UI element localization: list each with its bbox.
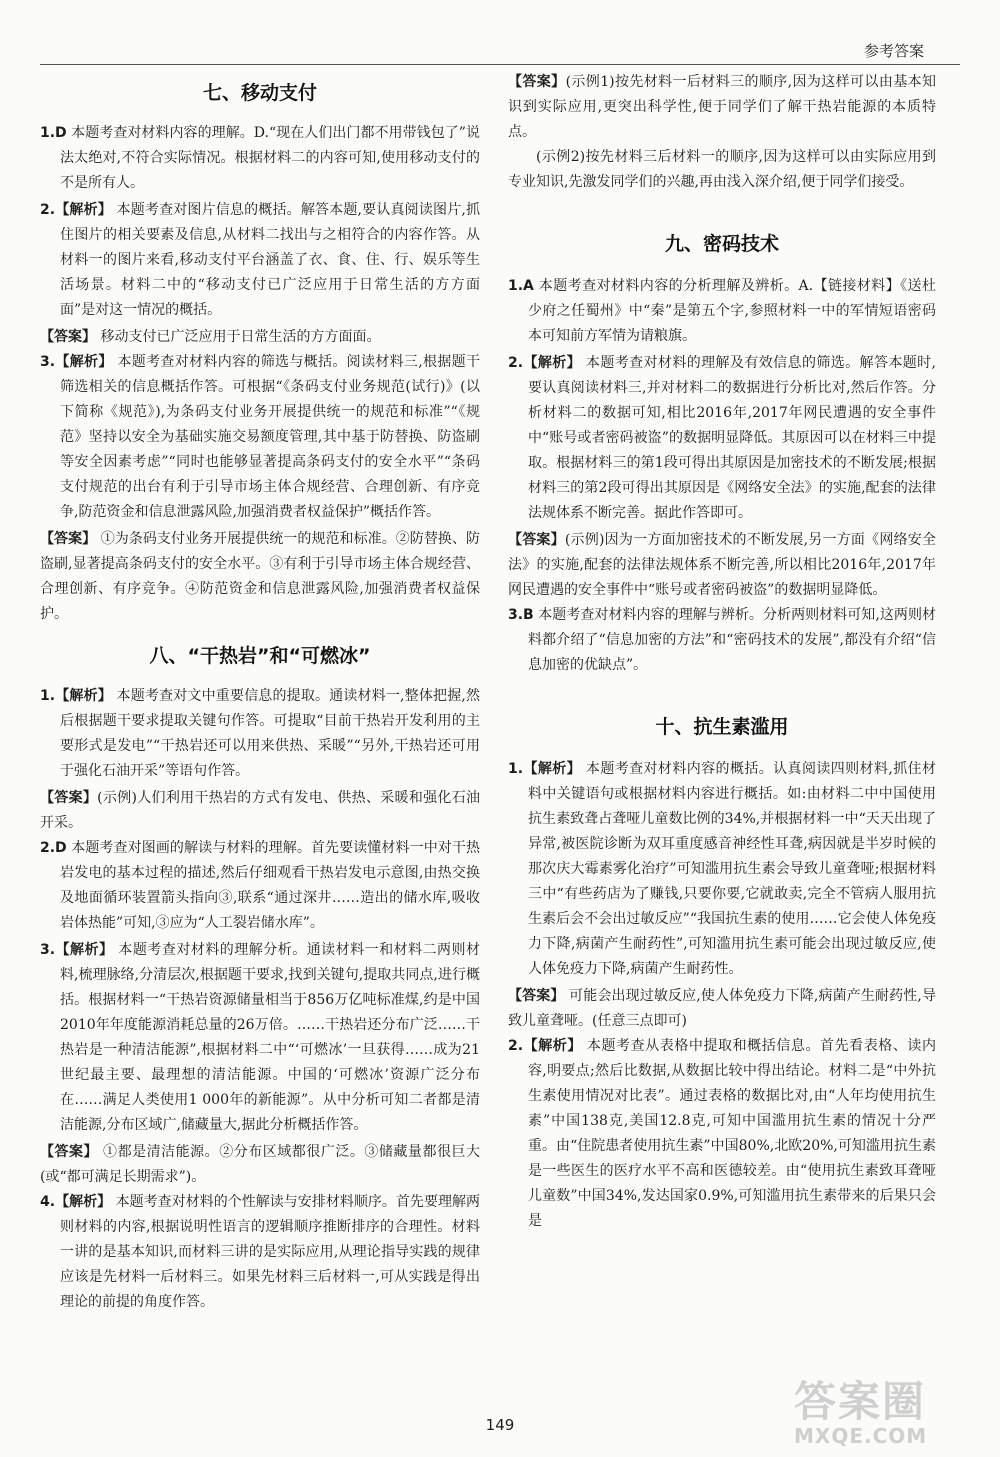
answer-text: ①为条码支付业务开展提供统一的规范和标准。②防替换、防盗刷,显著提高条码支付的安全水平。③有利于引导市场主体合规经营、合理创新、有序竞争。④防范资金和信息泄露风险,加强消费者权益保护。: [40, 531, 480, 622]
answer-item: [508, 1034, 936, 1234]
answer-line: [40, 786, 480, 836]
item-number: 1.: [508, 761, 524, 777]
watermark-main: 答案圈: [794, 1377, 927, 1426]
header-rule: [40, 64, 960, 65]
answer-item: [508, 351, 936, 526]
answer-line: [40, 527, 480, 627]
answer-item: [40, 1190, 480, 1315]
answer-item: [40, 121, 480, 196]
item-text: 本题考查从表格中提取和概括信息。首先看表格、读内容,明要点;然后比数据,从数据比较中得出结论。材料二是“中外抗生素使用情况对比表”。通过表格的数据比对,由“人年均使用抗生素”中国138克,美国12.8克,可知中国滥用抗生素的情况十分严重。由“住院患者使用抗生素”中国80%,北欧20%,可知滥用抗生素是一些医生的医疗水平不高和医德较差。由“使用抗生素致耳聋哑儿童数”中国34%,发达国家0.9%,可知滥用抗生素带来的后果只会是: [528, 1038, 936, 1229]
answer-item: [508, 603, 936, 678]
item-number: 2.: [508, 355, 524, 371]
item-text: 本题考查对材料的理解分析。通读材料一和材料二两则材料,梳理脉络,分清层次,根据题干要求,找到关键句,提取共同点,进行概括。根据材料一“干热岩资源储量相当于856万亿吨标准煤,约是中国2010年年度能源消耗总量的26万倍。……干热岩还分布广泛……干热岩是一种清洁能源”,根据材料二中“‘可燃冰’一旦获得……成为21世纪最主要、最理想的清洁能源。中国的‘可燃冰’资源广泛分布在……满足人类使用1 000年的新能源”。从中分析可知二者都是清洁能源,分布区域广,储藏量大,据此分析概括作答。: [60, 942, 481, 1133]
item-number: 4.: [40, 1194, 56, 1210]
answer-line: [508, 70, 936, 145]
section-title-9: 九、密码技术: [664, 233, 779, 255]
answer-tag: 【答案】: [40, 531, 97, 547]
answer-text: ①都是清洁能源。②分布区域都很广泛。③储藏量都很巨大(或“都可满足长期需求”)。: [40, 1144, 481, 1185]
answer-tag: 【答案】: [508, 532, 565, 548]
answer-tag: 【答案】: [40, 790, 98, 806]
answer-tag: 【答案】: [40, 329, 96, 345]
answer-item: [40, 350, 480, 525]
watermark-url: MXQE.COM: [794, 1424, 928, 1448]
page-number: 149: [485, 1416, 515, 1434]
item-text: 本题考查对图画的解读与材料的理解。首先要读懂材料一中对干热岩发电的基本过程的描述,然后仔细观看干热岩发电示意图,由热交换及地面循环装置箭头指向③,联系“通过深井……造出的储水库,吸收岩体热能”可知,③应为“人工裂岩储水库”。: [60, 840, 480, 931]
item-number: 1.: [40, 688, 56, 704]
watermark-logo: [794, 1377, 984, 1452]
analysis-tag: 【解析】: [55, 354, 113, 370]
item-number: 1.A: [508, 278, 534, 294]
analysis-tag: 【解析】: [523, 1038, 582, 1054]
section-title-8: 八、“干热岩”和“可燃冰”: [149, 645, 371, 667]
answer-text: (示例)人们利用干热岩的方式有发电、供热、采暖和强化石油开采。: [40, 790, 480, 831]
section-title-7: 七、移动支付: [202, 82, 317, 104]
item-text: 本题考查对材料内容的分析理解及辨析。A.【链接材料】《送杜少府之任蜀州》中“秦”是第五个字,参照材料一中的军情短语密码本可知前方军情为请粮旗。: [528, 278, 936, 344]
answer-item: [40, 198, 480, 323]
answer-line: [40, 325, 480, 350]
answer-line: [508, 528, 936, 603]
answer-tag: 【答案】: [508, 74, 566, 90]
answer-item: [40, 836, 480, 936]
item-text: 本题考查对材料的个性解读与安排材料顺序。首先要理解两则材料的内容,根据说明性语言的逻辑顺序推断排序的合理性。材料一讲的是基本知识,而材料三讲的是实际应用,从理论指导实践的规律应该是先材料一后材料三。如果先材料三后材料一,可从实践是得出理论的前提的角度作答。: [60, 1194, 480, 1310]
answer-item: [508, 274, 936, 349]
item-number: 1.D: [40, 125, 67, 141]
item-text: 本题考查对文中重要信息的提取。通读材料一,整体把握,然后根据题干要求提取关键句作答。可提取“目前干热岩开发利用的主要形式是发电”“干热岩还可以用来供热、采暖”“另外,干热岩还可用于强化石油开采”等语句作答。: [60, 688, 480, 779]
item-number: 3.B: [508, 607, 534, 623]
item-number: 2.: [508, 1038, 524, 1054]
analysis-tag: 【解析】: [55, 1194, 112, 1210]
section-title-10: 十、抗生素滥用: [655, 716, 789, 738]
analysis-tag: 【解析】: [55, 688, 112, 704]
answer-text: (示例1)按先材料一后材料三的顺序,因为这样可以由基本知识到实际应用,更突出科学性,便于同学们了解干热岩能源的本质特点。: [508, 74, 936, 140]
item-number: 3.: [40, 354, 56, 370]
item-number: 3.: [40, 942, 56, 958]
answer-item: [40, 938, 480, 1138]
answer-item: [40, 684, 480, 784]
left-column: [40, 70, 480, 1317]
answer-text: (示例2)按先材料三后材料一的顺序,因为这样可以由实际应用到专业知识,先激发同学们的兴趣,再由浅入深介绍,便于同学们接受。: [508, 149, 936, 190]
item-text: 本题考查对材料内容的理解与辨析。分析两则材料可知,这两则材料都介绍了“信息加密的方法”和“密码技术的发展”,都没有介绍“信息加密的优缺点”。: [528, 607, 936, 673]
answer-item: [508, 757, 936, 982]
analysis-tag: 【解析】: [523, 761, 582, 777]
item-text: 本题考查对图片信息的概括。解答本题,要认真阅读图片,抓住图片的相关要素及信息,从材料二找出与之相符合的内容作答。从材料一的图片来看,移动支付平台涵盖了衣、食、住、行、娱乐等生活场景。材料二中的“移动支付已广泛应用于日常生活的方方面面”是对这一情况的概括。: [60, 202, 480, 318]
answer-line: [40, 1140, 480, 1190]
answer-tag: 【答案】: [40, 1144, 99, 1160]
analysis-tag: 【解析】: [55, 942, 114, 958]
item-text: 本题考查对材料内容的理解。D.“现在人们出门都不用带钱包了”说法太绝对,不符合实际情况。根据材料二的内容可知,使用移动支付的不是所有人。: [60, 125, 480, 191]
answer-tag: 【答案】: [508, 988, 565, 1004]
item-text: 本题考查对材料的理解及有效信息的筛选。解答本题时,要认真阅读材料三,并对材料二的数据进行分析比对,然后作答。分析材料二的数据可知,相比2016年,2017年网民遭遇的安全事件中“账号或者密码被盗”的数据明显降低。其原因可以在材料三中提取。根据材料三的第1段可得出其原因是加密技术的不断发展;根据材料三的第2段可得出其原因是《网络安全法》的实施,配套的法律法规体系不断完善。据此作答即可。: [528, 355, 937, 521]
item-text: 本题考查对材料内容的概括。认真阅读四则材料,抓住材料中关键语句或根据材料内容进行概括。如:由材料二中中国使用抗生素致聋占聋哑儿童数比例的34%,并根据材料一中“天天出现了异常,被医院诊断为双耳重度感音神经性耳聋,病因就是半岁时候的那次庆大霉素雾化治疗”可知滥用抗生素会导致儿童聋哑;根据材料三中“有些药店为了赚钱,只要你要,它就敢卖,完全不管病人服用抗生素后会不会出过敏反应”“我国抗生素的使用……它会使人体免疫力下降,病菌产生耐药性”,可知滥用抗生素可能会出现过敏反应,使人体免疫力下降,病菌产生耐药性。: [528, 761, 937, 977]
analysis-tag: 【解析】: [523, 355, 582, 371]
item-number: 2.: [40, 202, 56, 218]
right-column: [508, 70, 936, 1236]
answer-text: 可能会出现过敏反应,使人体免疫力下降,病菌产生耐药性,导致儿童聋哑。(任意三点即可): [508, 988, 936, 1029]
answer-line: [508, 984, 936, 1034]
item-number: 2.D: [40, 840, 67, 856]
answer-line: [508, 145, 936, 195]
analysis-tag: 【解析】: [55, 202, 112, 218]
answer-text: 移动支付已广泛应用于日常生活的方方面面。: [96, 329, 381, 345]
header-label: 参考答案: [863, 42, 924, 60]
item-text: 本题考查对材料内容的筛选与概括。阅读材料三,根据题干筛选相关的信息概括作答。可根据“《条码支付业务规范(试行)》(以下简称《规范》),为条码支付业务开展提供统一的规范和标准”“《规范》坚持以安全为基础实施交易额度管理,其中基于防替换、防盗刷等安全因素考虑”“同时也能够显著提高条码支付的安全水平”“条码支付规范的出台有利于引导市场主体合规经营、合理创新、有序竞争,防范资金和信息泄露风险,加强消费者权益保护”概括作答。: [60, 354, 480, 520]
answer-text: (示例)因为一方面加密技术的不断发展,另一方面《网络安全法》的实施,配套的法律法规体系不断完善,所以相比2016年,2017年网民遭遇的安全事件中“账号或者密码被盗”的数据明显降低。: [508, 532, 937, 598]
